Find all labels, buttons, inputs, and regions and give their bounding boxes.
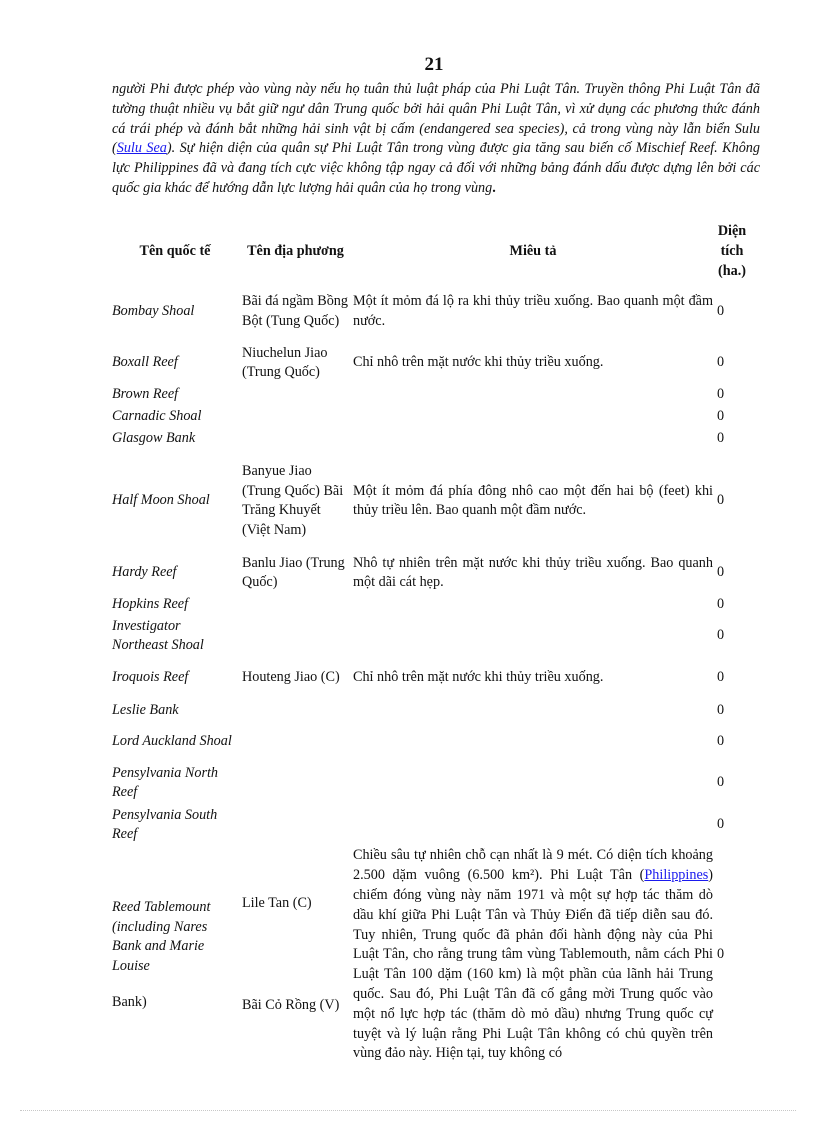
area: 0 — [717, 627, 725, 644]
description — [351, 762, 715, 804]
description — [351, 846, 715, 1064]
description — [351, 804, 715, 846]
description — [351, 406, 715, 428]
description — [351, 594, 715, 616]
table-row — [110, 406, 749, 428]
local-name — [240, 594, 351, 616]
table-row — [110, 656, 749, 700]
intl-name: Bombay Shoal — [112, 302, 195, 319]
table-row — [110, 722, 749, 762]
description: Một ít mỏm đá lộ ra khi thủy triều xuống. Bao quanh một đầm nước. — [353, 293, 713, 329]
header-international-name: Tên quốc tế — [139, 242, 211, 259]
header-description: Miêu tả — [509, 242, 557, 259]
local-name — [240, 762, 351, 804]
description — [351, 384, 715, 406]
intl-name: Pensylvania North Reef — [112, 764, 218, 801]
description — [351, 700, 715, 722]
intl-name: Iroquois Reef — [112, 669, 189, 686]
intl-name: Brown Reef — [112, 386, 179, 403]
intl-name: Pensylvania South Reef — [112, 806, 218, 843]
local-name — [240, 428, 351, 450]
header-local-name: Tên địa phương — [247, 242, 344, 259]
description — [351, 616, 715, 656]
page-number: 21 — [424, 54, 444, 75]
table-row — [110, 616, 749, 656]
intl-name: Half Moon Shoal — [112, 492, 210, 509]
local-name: Banlu Jiao (Trung Quốc) — [242, 554, 345, 591]
area: 0 — [717, 669, 725, 686]
local-name: Houteng Jiao (C) — [242, 669, 340, 686]
page-bottom-border — [20, 1110, 796, 1111]
table-row — [110, 342, 749, 384]
reef-table — [110, 222, 749, 1064]
intl-name: Hopkins Reef — [112, 596, 189, 613]
intl-name-tail: Bank) — [112, 993, 147, 1010]
area: 0 — [717, 733, 725, 750]
intl-name-main: Reed Tablemount (including Nares Bank and Marie Louise — [112, 898, 211, 975]
area: 0 — [717, 946, 725, 963]
area: 0 — [717, 386, 725, 403]
area: 0 — [717, 408, 725, 425]
table-row — [110, 552, 749, 594]
local-name-vietnamese: Bãi Cỏ Rồng (V) — [242, 997, 340, 1014]
area: 0 — [717, 702, 725, 719]
local-name — [240, 700, 351, 722]
intro-end: . — [492, 179, 496, 196]
description — [351, 722, 715, 762]
local-name: Banyue Jiao (Trung Quốc) Bãi Trăng Khuyết (Việt Nam) — [242, 462, 344, 539]
local-name — [240, 722, 351, 762]
philippines-link[interactable]: Philippines — [644, 867, 709, 884]
area: 0 — [717, 354, 725, 371]
local-name — [240, 846, 351, 1064]
table-row — [110, 762, 749, 804]
intl-name: Boxall Reef — [112, 354, 178, 371]
reed-desc-1: Chiều sâu tự nhiên chỗ cạn nhất là 9 mét. Có diện tích khoảng 2.500 dặm vuông (6.500 km²). Phi Luật Tân ( — [353, 847, 713, 884]
sulu-sea-link[interactable]: Sulu Sea — [116, 140, 167, 157]
area: 0 — [717, 816, 725, 833]
table-row — [110, 384, 749, 406]
area: 0 — [717, 596, 725, 613]
intro-text-2: ). Sự hiện diện của quân sự Phi Luật Tân trong vùng được gia tăng sau biến cố Mischief Reef. Không lực Philippines đã và đang tích cực việc không tập ngay cả đối với những bảng đánh dấu được dựng lên bởi các quốc gia khác để hướng dẫn lực lượng hải quân của họ trong vùng — [112, 140, 760, 196]
table-row — [110, 281, 749, 342]
intro-text-1: người Phi được phép vào vùng này nếu họ tuân thủ luật pháp của Phi Luật Tân. Truyền thông Phi Luật Tân đã tường thuật nhiều vụ bắt giữ ngư dân Trung quốc bởi hải quân Phi Luật Tân, vì xử dụng các phương thức đánh cá trái phép và đánh bắt những hải sinh vật bị cấm (endangered sea species), cả trong vùng này lẫn biển Sulu ( — [112, 81, 760, 157]
intl-name: Lord Auckland Shoal — [112, 733, 232, 750]
description: Một ít mỏm đá phía đông nhô cao một đến hai bộ (feet) khi thủy triều lên. Bao quanh một đầm nước. — [353, 482, 713, 519]
description — [351, 428, 715, 450]
area: 0 — [717, 302, 725, 319]
area: 0 — [717, 492, 725, 509]
table-row — [110, 804, 749, 846]
area: 0 — [717, 564, 725, 581]
table-row — [110, 594, 749, 616]
local-name — [240, 384, 351, 406]
intl-name: Hardy Reef — [112, 564, 177, 581]
local-name: Niuchelun Jiao (Trung Quốc) — [242, 344, 328, 381]
table-row-reed-tablemount — [110, 846, 749, 1064]
local-name: Bãi đá ngầm Bồng Bột (Tung Quốc) — [242, 293, 348, 329]
reed-desc-2: ) chiếm đóng vùng này năm 1971 và một sự hợp tác thăm dò dầu khí giữa Phi Luật Tân và Thủy Điển đã tiếp diễn sau đó. Tuy nhiên, Trung quốc đã phản đối hành động này của Phi Luật Tân, cho rằng trung tâm vùng Tablemouth, nằm cách Phi Luật Tân 100 dặm (160 km) là một phần của lãnh hải Trung quốc. Sau đó, Phi Luật Tân đã cố gắng mời Trung quốc vào một nổ lực hợp tác (thăm dò mỏ dầu) nhưng Trung quốc cự tuyệt và lý luận rằng Phi Luật Tân không có chủ quyền trên vùng đảo này. Hiện tại, tuy không có — [353, 867, 713, 1062]
area: 0 — [717, 774, 725, 791]
local-name — [240, 406, 351, 428]
description: Nhô tự nhiên trên mặt nước khi thủy triều xuống. Bao quanh một dãi cát hẹp. — [353, 554, 713, 591]
table-row — [110, 700, 749, 722]
intl-name: Carnadic Shoal — [112, 408, 202, 425]
intl-name: Leslie Bank — [112, 702, 179, 719]
table-row — [110, 450, 749, 552]
intro-paragraph — [112, 80, 760, 199]
description: Chỉ nhô trên mặt nước khi thủy triều xuống. — [353, 669, 604, 686]
intl-name: Glasgow Bank — [112, 430, 196, 447]
description: Chỉ nhô trên mặt nước khi thủy triều xuống. — [353, 354, 604, 371]
header-area: Diện tích (ha.) — [717, 223, 747, 279]
intl-name: Investigator Northeast Shoal — [112, 617, 204, 654]
table-row — [110, 428, 749, 450]
local-name — [240, 616, 351, 656]
local-name — [240, 804, 351, 846]
area: 0 — [717, 430, 725, 447]
intl-name — [110, 846, 240, 1064]
local-name-chinese: Lile Tan (C) — [242, 895, 312, 912]
